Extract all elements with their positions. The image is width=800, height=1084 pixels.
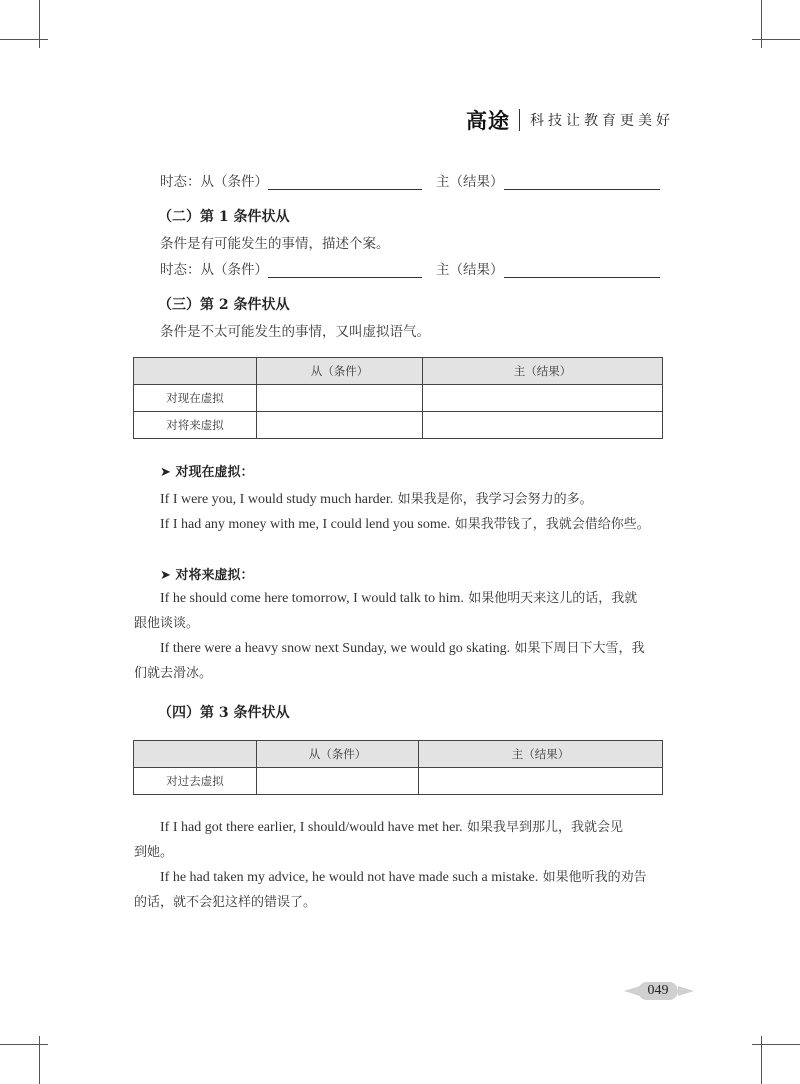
- crop-mark: [39, 0, 40, 48]
- section-description: 条件是有可能发生的事情，描述个案。: [160, 236, 390, 252]
- header-divider: [519, 109, 520, 131]
- page-number: 049: [638, 982, 678, 1000]
- table-cell: [257, 768, 419, 795]
- example-zh: 如果下周日下大雪，我: [514, 641, 645, 656]
- example-en: If I had any money with me, I could lend you some.: [160, 517, 451, 532]
- table-header-cell: [134, 358, 257, 385]
- section-heading: （三）第 2 条件状从: [158, 297, 290, 313]
- example-sentence: [160, 488, 593, 508]
- example-paragraph: [134, 586, 664, 636]
- table-row: [134, 385, 663, 412]
- table-header-cell: 主（结果）: [419, 741, 663, 768]
- table-cell: 对将来虚拟: [134, 412, 257, 439]
- fill-blank: [268, 263, 422, 278]
- table-cell: [257, 385, 423, 412]
- table-cell: [419, 768, 663, 795]
- table-row: [134, 768, 663, 795]
- table-header-row: [134, 741, 663, 768]
- crop-mark: [0, 1044, 48, 1045]
- example-en: If I had got there earlier, I should/would have met her.: [160, 820, 463, 835]
- example-zh: 如果我早到那儿，我就会见: [466, 820, 623, 835]
- main-clause-label: 主（结果）: [436, 174, 504, 190]
- example-zh: 如果他明天来这儿的话，我就: [468, 591, 638, 606]
- table-header-cell: 主（结果）: [423, 358, 663, 385]
- example-zh: 们就去滑冰。: [134, 666, 213, 681]
- example-zh: 到她。: [134, 845, 174, 860]
- sub-clause-label: 时态：从（条件）: [160, 262, 268, 278]
- fill-blank: [504, 263, 660, 278]
- example-en: If he had taken my advice, he would not have made such a mistake.: [160, 870, 539, 885]
- arrow-bullet-icon: ➤: [160, 465, 171, 480]
- table-header-cell: 从（条件）: [257, 741, 419, 768]
- example-en: If I were you, I would study much harder.: [160, 492, 394, 507]
- brand-logo: 高途: [466, 109, 510, 133]
- example-zh: 如果他听我的劝告: [542, 870, 647, 885]
- arrow-bullet-icon: ➤: [160, 568, 171, 583]
- example-sentence: [160, 513, 650, 533]
- example-en: If there were a heavy snow next Sunday, we would go skating.: [160, 641, 511, 656]
- example-paragraph: [134, 636, 664, 686]
- table-cell: [257, 412, 423, 439]
- example-zh: 如果我是你，我学习会努力的多。: [397, 492, 593, 507]
- example-zh: 的话，就不会犯这样的错误了。: [134, 895, 317, 910]
- sub-clause-label: 时态：从（条件）: [160, 174, 268, 190]
- table-cell: [423, 385, 663, 412]
- table-header-row: [134, 358, 663, 385]
- crop-mark: [0, 39, 48, 40]
- example-zh: 如果我带钱了，我就会借给你些。: [454, 517, 650, 532]
- tense-line: [160, 170, 660, 190]
- section-heading: （二）第 1 条件状从: [158, 209, 290, 225]
- example-paragraph: [134, 865, 664, 915]
- crop-mark: [752, 39, 800, 40]
- subsection-title-text: 对现在虚拟：: [175, 465, 254, 480]
- example-zh: 跟他谈谈。: [134, 616, 200, 631]
- crop-mark: [752, 1044, 800, 1045]
- fill-blank: [268, 175, 422, 190]
- fill-blank: [504, 175, 660, 190]
- example-paragraph: [134, 815, 664, 865]
- conditional-table: [133, 740, 663, 795]
- table-cell: 对过去虚拟: [134, 768, 257, 795]
- subsection-title: [160, 564, 253, 583]
- section-description: 条件是不太可能发生的事情，又叫虚拟语气。: [160, 324, 430, 340]
- page-number-badge: [624, 980, 694, 1002]
- example-en: If he should come here tomorrow, I would talk to him.: [160, 591, 464, 606]
- table-cell: [423, 412, 663, 439]
- brand-slogan: 科技让教育更美好: [530, 113, 674, 129]
- table-header-cell: [134, 741, 257, 768]
- section-heading: （四）第 3 条件状从: [158, 705, 290, 721]
- table-cell: 对现在虚拟: [134, 385, 257, 412]
- page-header: [466, 106, 674, 134]
- crop-mark: [761, 0, 762, 48]
- table-row: [134, 412, 663, 439]
- table-header-cell: 从（条件）: [257, 358, 423, 385]
- tense-line: [160, 258, 660, 278]
- subsection-title: [160, 461, 253, 480]
- subsection-title-text: 对将来虚拟：: [175, 568, 254, 583]
- conditional-table: [133, 357, 663, 439]
- main-clause-label: 主（结果）: [436, 262, 504, 278]
